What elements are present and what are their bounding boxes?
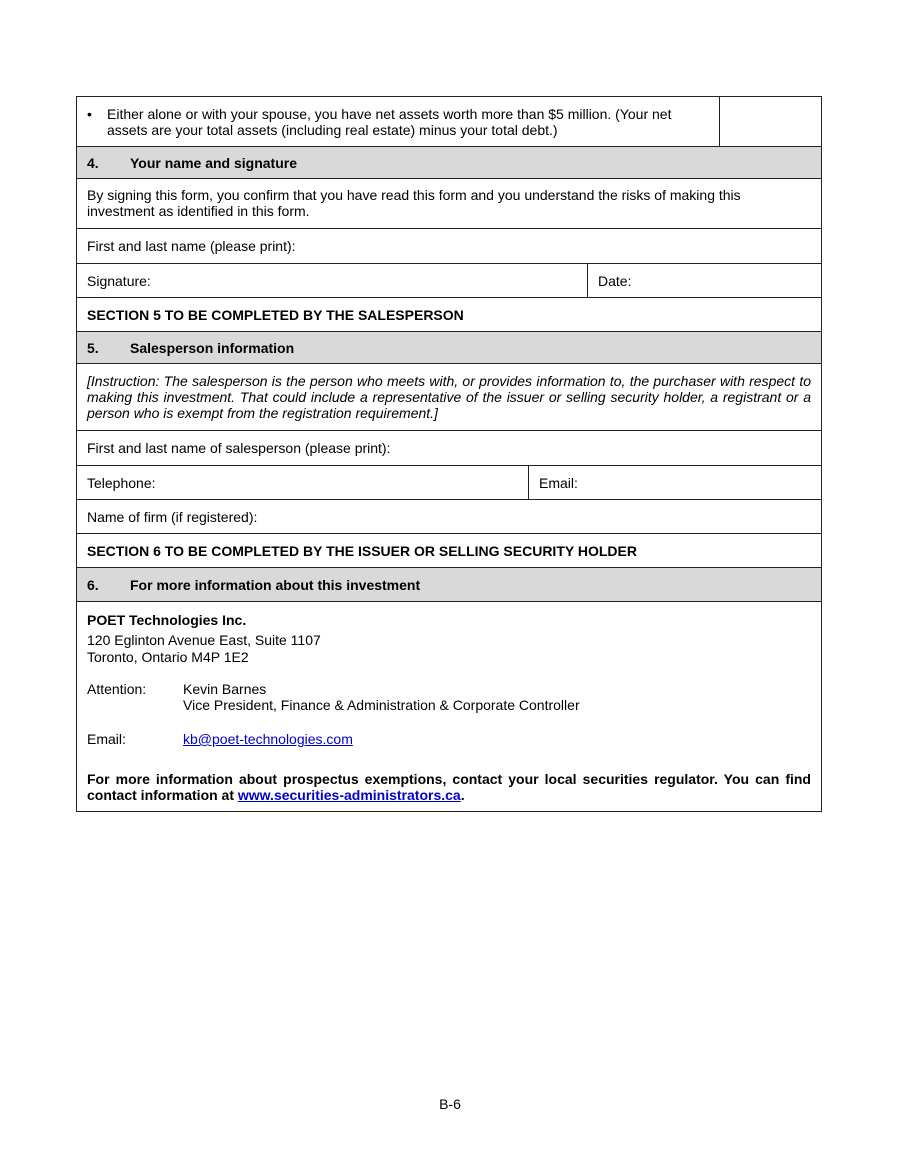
telephone-label: Telephone: <box>87 474 156 491</box>
more-info-prefix: For more information about prospectus exemptions, contact your local securities regulator. You can find contact information at <box>87 771 811 803</box>
signature-label: Signature: <box>87 272 151 289</box>
name-label: First and last name (please print): <box>87 238 296 254</box>
attention-title: Vice President, Finance & Administration & Corporate Controller <box>183 697 580 713</box>
section6-header <box>76 567 822 601</box>
section6-body <box>76 601 822 812</box>
section5-instruction <box>76 363 822 430</box>
contact-row <box>76 465 822 499</box>
instruction-text: [Instruction: The salesperson is the person who meets with, or provides information to, the purchaser with respect to making this investment. That could include a representative of the issuer or selling security holder, a registrant or a person who is exempt from the registration requirement.] <box>87 373 811 421</box>
email-field[interactable] <box>528 466 821 499</box>
date-label: Date: <box>598 272 632 289</box>
attention-name: Kevin Barnes <box>183 681 267 697</box>
telephone-field[interactable] <box>77 466 528 499</box>
email-label: Email: <box>87 731 126 747</box>
signature-field[interactable] <box>77 264 587 297</box>
section4-confirmation <box>76 178 822 228</box>
section6-title: For more information about this investment <box>130 576 421 593</box>
section5-title: Salesperson information <box>130 339 295 356</box>
address-line2: Toronto, Ontario M4P 1E2 <box>87 649 249 665</box>
section4-header <box>76 146 822 178</box>
name-field[interactable] <box>76 228 822 263</box>
securities-administrators-link[interactable]: www.securities-administrators.ca <box>237 787 461 803</box>
page-number: B-6 <box>439 1096 461 1112</box>
section5-banner-text: SECTION 5 TO BE COMPLETED BY THE SALESPERSON <box>87 306 464 323</box>
signature-row <box>76 263 822 297</box>
firm-name-field[interactable] <box>76 499 822 533</box>
company-name: POET Technologies Inc. <box>87 612 247 628</box>
attention-label: Attention: <box>87 681 147 697</box>
more-info-end: . <box>460 787 465 803</box>
section6-banner <box>76 533 822 567</box>
firm-label: Name of firm (if registered): <box>87 508 258 525</box>
section4-number: 4. <box>87 154 99 171</box>
email-label: Email: <box>539 474 578 491</box>
email-link[interactable]: kb@poet-technologies.com <box>183 731 353 747</box>
section5-header <box>76 331 822 363</box>
salesperson-name-label: First and last name of salesperson (please print): <box>87 440 391 456</box>
section6-banner-text: SECTION 6 TO BE COMPLETED BY THE ISSUER OR SELLING SECURITY HOLDER <box>87 542 637 559</box>
section4-title: Your name and signature <box>130 154 297 171</box>
confirmation-text: By signing this form, you confirm that you have read this form and you understand the risks of making this investment as identified in this form. <box>87 187 741 219</box>
section5-banner <box>76 297 822 331</box>
address-line1: 120 Eglinton Avenue East, Suite 1107 <box>87 632 321 648</box>
date-field[interactable] <box>587 264 821 297</box>
criteria-text: Either alone or with your spouse, you have net assets worth more than $5 million. (Your net assets are your total assets (including real estate) minus your total debt.) <box>107 106 672 138</box>
criteria-checkbox-cell[interactable] <box>719 97 821 146</box>
bullet: • <box>87 106 92 122</box>
criteria-row <box>76 96 822 146</box>
salesperson-name-field[interactable] <box>76 430 822 465</box>
section6-number: 6. <box>87 576 99 593</box>
more-info-text <box>87 771 811 803</box>
section5-number: 5. <box>87 339 99 356</box>
criteria-text-cell <box>77 97 719 146</box>
